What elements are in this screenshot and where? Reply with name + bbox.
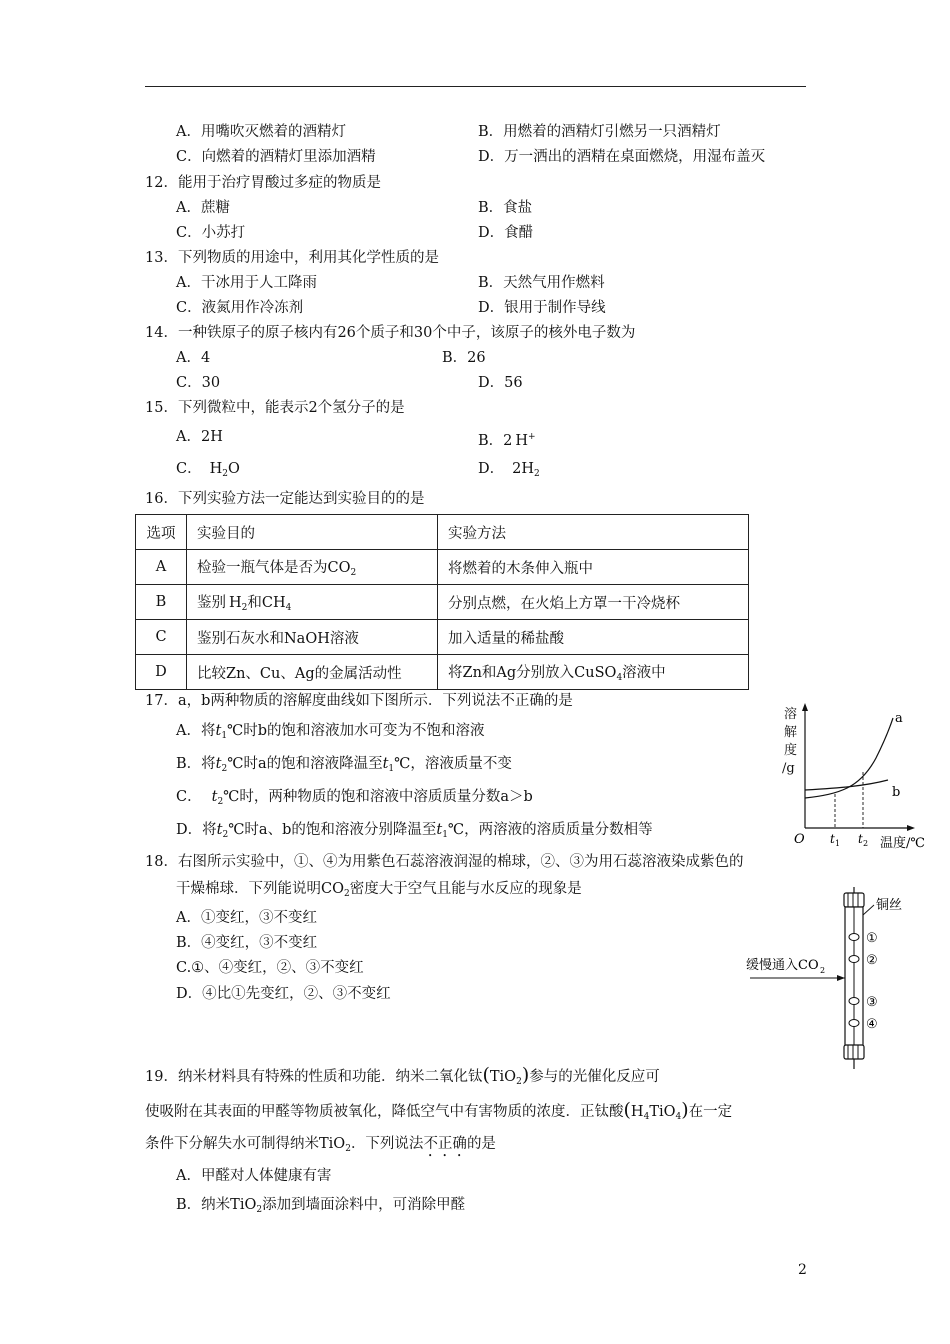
graph-curve-a [805,718,893,798]
top-stopper [844,893,864,907]
q13-stem: 13．下列物质的用途中，利用其化学性质的是 [145,250,439,266]
q15-stem: 15．下列微粒中，能表示2个氢分子的是 [145,400,405,416]
q14-stem: 14．一种铁原子的原子核内有26个质子和30个中子，该原子的核外电子数为 [145,325,636,341]
row-option: D [136,655,187,690]
q18-option-c: C.①、④变红，②、③不变红 [176,960,364,976]
graph-t1-label: t [830,832,835,846]
solubility-graph [770,700,940,860]
row-goal: 鉴别石灰水和NaOH溶液 [187,620,438,655]
page-number: 2 [798,1262,807,1278]
table-row [136,550,749,585]
row-method: 加入适量的稀盐酸 [438,620,749,655]
graph-t2-label: t [858,832,863,846]
row-option: B [136,585,187,620]
q12-option-c: C．小苏打 [176,225,246,241]
graph-t1-sub: 1 [835,839,841,848]
table-header-row [136,515,749,550]
graph-y-arrow [802,703,808,711]
q15-option-d: D． $2H_2$ [478,461,540,479]
label-3: ③ [866,995,878,1010]
q11-option-c: C．向燃着的酒精灯里添加酒精 [176,149,376,165]
graph-ylabel-1: 溶 [784,707,798,722]
graph-t2-sub: 2 [863,839,869,848]
q19-option-b: B．纳米TiO$_2$添加到墙面涂料中，可消除甲醛 [176,1197,466,1215]
q19-line2: 使吸附在其表面的甲醛等物质被氧化，降低空气中有害物质的浓度．正钛酸$(H_4TiO_4)$在一定 [145,1099,733,1122]
graph-ylabel-4: /g [782,761,795,776]
q14-option-b: B．26 [442,350,486,366]
cotton-ball-4 [849,1020,859,1027]
q15-option-c: C． $H_2O$ [176,461,240,479]
q14-option-a: A．4 [176,350,211,366]
table-row [136,585,749,620]
copper-wire-label: 铜丝 [876,898,903,913]
row-method: 分别点燃，在火焰上方罩一干冷烧杯 [438,585,749,620]
gas-inlet-arrow [837,975,845,981]
wire-pointer [863,905,874,915]
q13-option-b: B．天然气用作燃料 [478,275,605,291]
q13-option-d: D．银用于制作导线 [478,300,606,316]
header-goal: 实验目的 [187,515,438,550]
graph-ylabel-2: 解 [784,725,798,740]
label-4: ④ [866,1017,878,1032]
row-option: A [136,550,187,585]
graph-label-a: a [895,711,903,726]
cotton-ball-3 [849,998,859,1005]
q19-option-a: A．甲醛对人体健康有害 [176,1168,332,1184]
gas-label: 缓慢通入CO [746,958,819,973]
q18-stem-line1: 18．右图所示实验中，①、④为用紫色石蕊溶液润湿的棉球，②、③为用石蕊溶液染成紫色的 [145,854,744,870]
bottom-stopper [844,1045,864,1059]
q14-option-d: D．56 [478,375,523,391]
table-row [136,655,749,690]
q15-option-a: A．2H [176,429,223,445]
row-goal: 比较Zn、Cu、Ag的金属活动性 [187,655,438,690]
graph-label-b: b [892,785,901,800]
label-1: ① [866,931,878,946]
q16-stem: 16．下列实验方法一定能达到实验目的的是 [145,491,425,507]
graph-xlabel: 温度/℃ [880,836,925,851]
table-row [136,620,749,655]
q18-option-a: A．①变红，③不变红 [176,910,317,926]
co2-apparatus-figure [740,885,910,1080]
q19-line1: 19．纳米材料具有特殊的性质和功能．纳米二氧化钛(TiO$_2$)参与的光催化反应可 [145,1064,660,1087]
row-method: 将Zn和Ag分别放入CuSO$_4$溶液中 [438,655,749,690]
cotton-ball-1 [849,934,859,941]
q13-option-c: C．液氮用作冷冻剂 [176,300,304,316]
cotton-ball-2 [849,956,859,963]
q11-option-b: B．用燃着的酒精灯引燃另一只酒精灯 [478,124,721,140]
q12-option-b: B．食盐 [478,200,533,216]
graph-ylabel-3: 度 [784,743,798,758]
q14-option-c: C．30 [176,375,221,391]
header-method: 实验方法 [438,515,749,550]
q19-line3: 条件下分解失水可制得纳米TiO$_2$．下列说法不正确的是 [145,1136,496,1154]
gas-label-sub: 2 [820,966,826,975]
q17-stem: 17．a，b两种物质的溶解度曲线如下图所示．下列说法不正确的是 [145,693,573,709]
graph-origin: O [794,832,805,847]
header-option: 选项 [136,515,187,550]
q18-stem-line2: 干燥棉球．下列能说明$CO_2$密度大于空气且能与水反应的现象是 [176,881,582,899]
q12-option-d: D．食醋 [478,225,534,241]
q11-option-d: D．万一洒出的酒精在桌面燃烧，用湿布盖灭 [478,149,766,165]
label-2: ② [866,953,878,968]
q18-option-b: B．④变红，③不变红 [176,935,318,951]
q13-option-a: A．干冰用于人工降雨 [176,275,317,291]
q18-option-d: D．④比①先变红，②、③不变红 [176,986,391,1002]
q15-option-b: B．2 H+ [478,432,536,449]
row-method: 将燃着的木条伸入瓶中 [438,550,749,585]
q17-option-b: B．将$t_2℃$时a的饱和溶液降温至$t_1℃$，溶液质量不变 [176,756,512,774]
graph-x-arrow [907,825,915,831]
row-option: C [136,620,187,655]
q17-option-c: C． $t_2℃$时，两种物质的饱和溶液中溶质质量分数a＞b [176,789,533,807]
q12-option-a: A．蔗糖 [176,200,230,216]
header-rule [145,86,806,87]
q12-stem: 12．能用于治疗胃酸过多症的物质是 [145,175,381,191]
row-goal: 鉴别 $H_2$和$CH_4$ [187,585,438,620]
q16-table [135,514,749,690]
q17-option-d: D．将$t_2℃$时a、b的饱和溶液分别降温至$t_1℃$，两溶液的溶质质量分数相等 [176,822,653,840]
q17-option-a: A．将$t_1℃$时b的饱和溶液加水可变为不饱和溶液 [176,723,485,741]
q11-option-a: A．用嘴吹灭燃着的酒精灯 [176,124,346,140]
row-goal: 检验一瓶气体是否为$CO_2$ [187,550,438,585]
